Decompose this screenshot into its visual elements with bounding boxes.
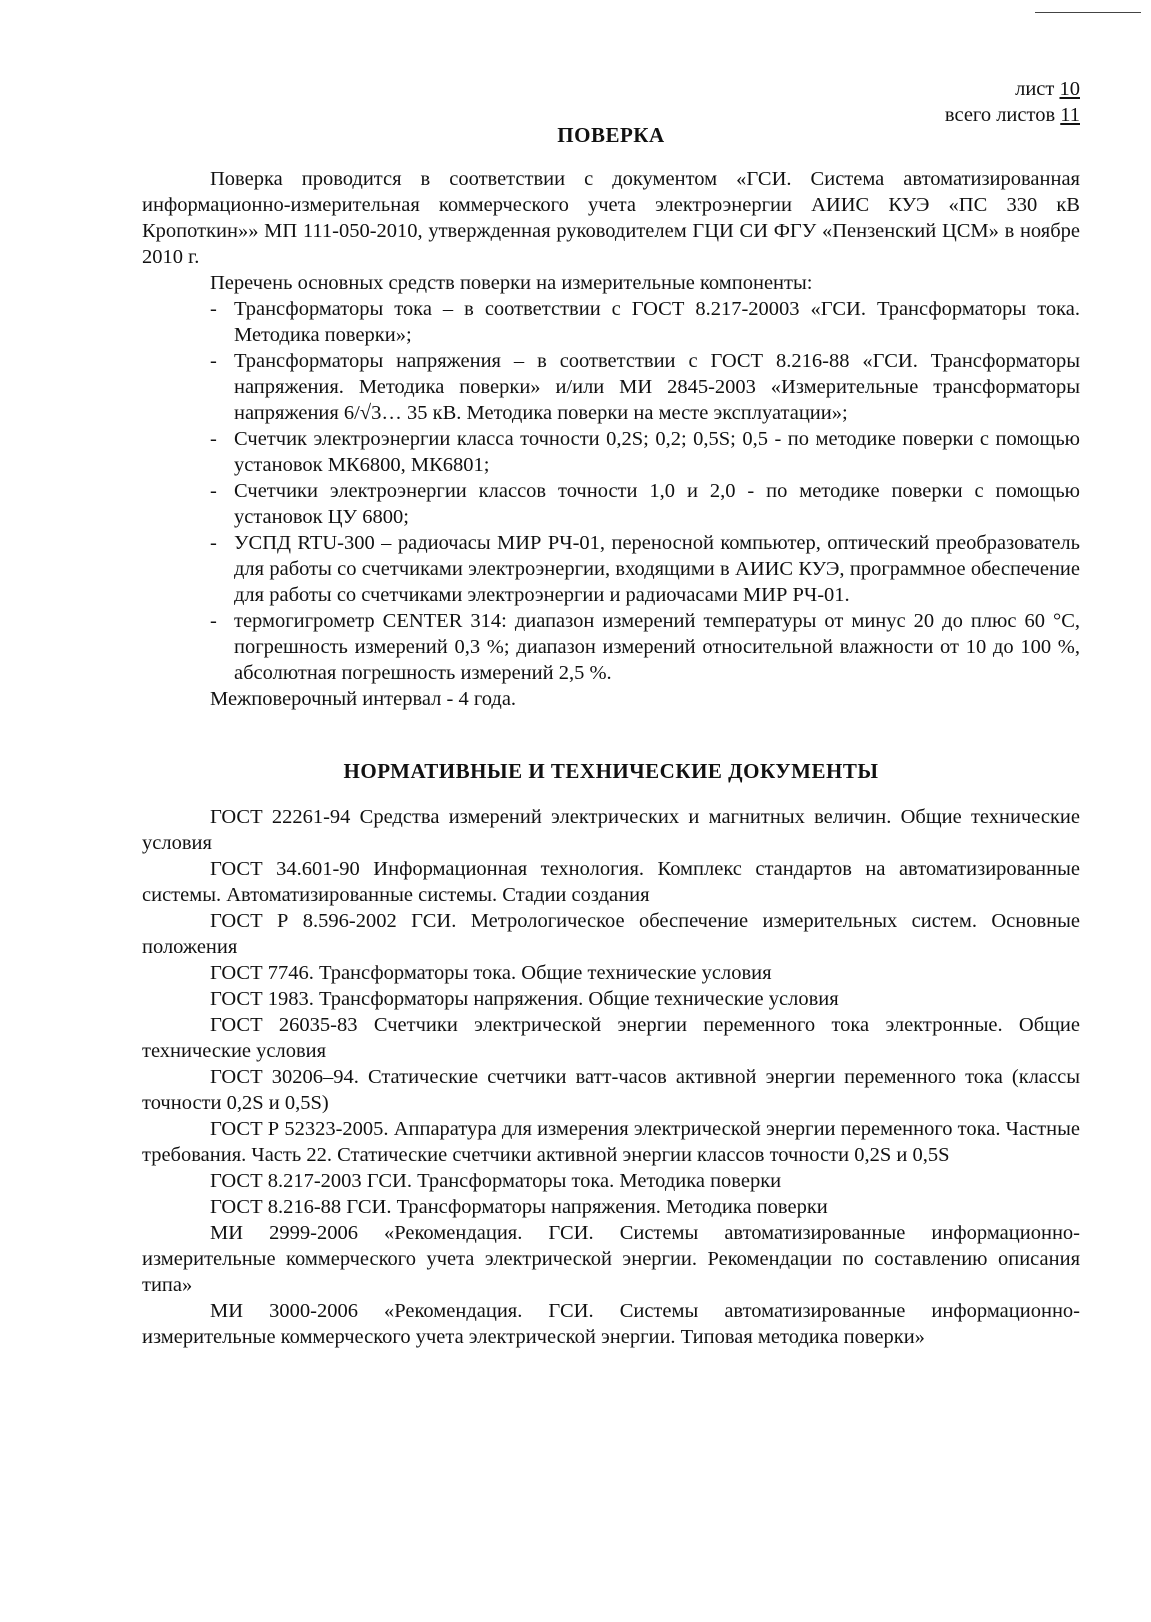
doc-entry: ГОСТ 22261-94 Средства измерений электрических и магнитных величин. Общие технические условия [142, 806, 1080, 854]
doc-entry: ГОСТ 26035-83 Счетчики электрической энергии переменного тока электронные. Общие технические условия [142, 1014, 1080, 1062]
list-item: - термогигрометр CENTER 314: диапазон измерений температуры от минус 20 до плюс 60 °С, погрешность измерений 0,3 %; диапазон измерений относительной влажности от 10 до 100 %, абсолютная погрешность измерений 2,5 %. [210, 608, 1080, 686]
verification-interval: Межповерочный интервал - 4 года. [210, 688, 517, 710]
verification-means-list [142, 296, 1080, 686]
sheet-number: 10 [1059, 78, 1080, 100]
doc-entry: ГОСТ 7746. Трансформаторы тока. Общие технические условия [210, 962, 772, 984]
doc-entry: ГОСТ 34.601-90 Информационная технология. Комплекс стандартов на автоматизированные системы. Автоматизированные системы. Стадии создания [142, 858, 1080, 906]
list-item: - УСПД RTU-300 – радиочасы МИР РЧ-01, переносной компьютер, оптический преобразователь для работы со счетчиками электроэнергии, входящими в АИИС КУЭ, программное обеспечение для работы со счетчиками электроэнергии и радиочасами МИР РЧ-01. [210, 530, 1080, 608]
verification-list-heading: Перечень основных средств поверки на измерительные компоненты: [210, 272, 813, 294]
doc-entry: МИ 3000-2006 «Рекомендация. ГСИ. Системы автоматизированные информационно-измерительные коммерческого учета электрической энергии. Типовая методика поверки» [142, 1300, 1080, 1348]
doc-entry: ГОСТ 8.216-88 ГСИ. Трансформаторы напряжения. Методика поверки [210, 1196, 828, 1218]
sheet-info [142, 76, 1080, 128]
doc-entry: ГОСТ 30206–94. Статические счетчики ватт-часов активной энергии переменного тока (классы точности 0,2S и 0,5S) [142, 1066, 1080, 1114]
list-item: - Трансформаторы напряжения – в соответствии с ГОСТ 8.216-88 «ГСИ. Трансформаторы напряжения. Методика поверки» и/или МИ 2845-2003 «Измерительные трансформаторы напряжения 6/√3… 35 кВ. Методика поверки на месте эксплуатации»; [210, 348, 1080, 426]
doc-entry: МИ 2999-2006 «Рекомендация. ГСИ. Системы автоматизированные информационно-измерительные коммерческого учета электрической энергии. Рекомендации по составлению описания типа» [142, 1222, 1080, 1296]
sheet-label: лист [1015, 78, 1055, 100]
list-item: - Счетчики электроэнергии классов точности 1,0 и 2,0 - по методике поверки с помощью установок ЦУ 6800; [210, 478, 1080, 530]
doc-entry: ГОСТ 8.217-2003 ГСИ. Трансформаторы тока. Методика поверки [210, 1170, 782, 1192]
normative-docs-title: НОРМАТИВНЫЕ И ТЕХНИЧЕСКИЕ ДОКУМЕНТЫ [343, 759, 879, 783]
list-item: - Счетчик электроэнергии класса точности 0,2S; 0,2; 0,5S; 0,5 - по методике поверки с помощью установок МК6800, МК6801; [210, 426, 1080, 478]
doc-entry: ГОСТ Р 52323-2005. Аппаратура для измерения электрической энергии переменного тока. Частные требования. Часть 22. Статические счетчики активной энергии классов точности 0,2S и 0,5S [142, 1118, 1080, 1166]
verification-intro: Поверка проводится в соответствии с документом «ГСИ. Система автоматизированная информационно-измерительная коммерческого учета электроэнергии АИИС КУЭ «ПС 330 кВ Кропоткин»» МП 111-050-2010, утвержденная руководителем ГЦИ СИ ФГУ «Пензенский ЦСМ» в ноябре 2010 г. [142, 168, 1080, 268]
total-sheets-label: всего листов [944, 104, 1056, 126]
sheet-number-line [142, 76, 1080, 102]
verification-title: ПОВЕРКА [557, 123, 665, 147]
total-sheets-number: 11 [1060, 104, 1080, 126]
scan-artifact-line [1035, 12, 1141, 13]
normative-docs-list [142, 804, 1080, 1350]
document-page [142, 76, 1080, 1350]
doc-entry: ГОСТ 1983. Трансформаторы напряжения. Общие технические условия [210, 988, 839, 1010]
list-item: - Трансформаторы тока – в соответствии с ГОСТ 8.217-20003 «ГСИ. Трансформаторы тока. Методика поверки»; [210, 296, 1080, 348]
doc-entry: ГОСТ Р 8.596-2002 ГСИ. Метрологическое обеспечение измерительных систем. Основные положения [142, 910, 1080, 958]
